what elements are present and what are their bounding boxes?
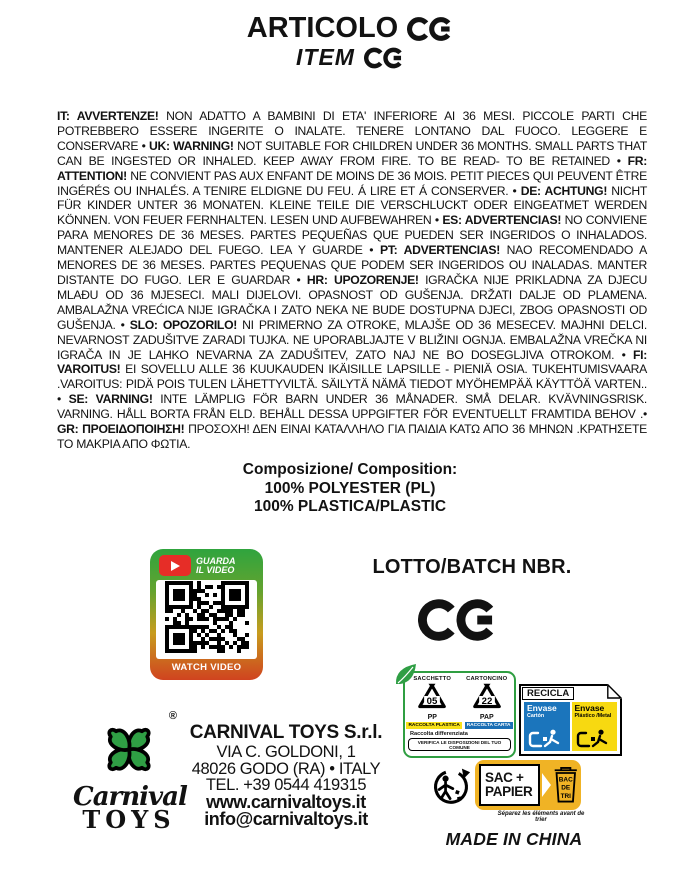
company-website: www.carnivaltoys.it <box>206 791 366 812</box>
sorting-note: Séparez les éléments avant de trier <box>497 811 585 823</box>
company-name: CARNIVAL TOYS S.r.l. <box>189 722 383 743</box>
youtube-play-icon <box>159 555 191 576</box>
watch-video-label-it: GUARDA IL VIDEO <box>196 555 236 575</box>
logo-brand-script: Carnival <box>73 782 187 812</box>
ce-mark-icon <box>407 15 453 43</box>
svg-text:22: 22 <box>481 695 493 707</box>
header-line-item <box>0 44 700 71</box>
sorting-row <box>431 760 581 810</box>
qr-code <box>156 580 257 659</box>
raccolta-differenziata-note: Raccolta differenziata <box>410 731 468 737</box>
leaf-icon <box>393 661 419 687</box>
chevron-right-icon <box>542 773 551 797</box>
ce-mark-large-icon <box>418 593 498 652</box>
company-email: info@carnivaltoys.it <box>204 809 368 829</box>
bac-de-tri-bin-icon <box>551 764 581 806</box>
composition-title: Composizione/ Composition: <box>242 461 458 478</box>
recycle-column-plastic: SACCHETTO 05 PP <box>413 676 452 721</box>
svg-text:05: 05 <box>426 695 438 707</box>
recicla-block <box>519 684 622 756</box>
company-address-line: 48026 GODO (RA) • ITALY <box>191 759 381 778</box>
composition-line: 100% POLYESTER (PL) <box>264 479 436 497</box>
envase-carton-cell: Envase Cartón <box>524 702 570 751</box>
composition-line: 100% PLASTICA/PLASTIC <box>253 498 447 515</box>
ce-mark-icon <box>364 46 404 70</box>
qr-video-header <box>150 555 263 580</box>
logo-brand-toys: TOYS <box>82 805 176 834</box>
watch-video-label-en: WATCH VIDEO <box>171 662 242 673</box>
registered-trademark: ® <box>168 710 177 722</box>
multilingual-warnings: IT: AVVERTENZE! NON ADATTO A BAMBINI DI ETA' INFERIORE AI 36 MESI. PICCOLE PARTI CHE POTREBBERO ESSERE INGERITE O INALATE. TENERE LONTANO DAL FUOCO. LEGGERE E CONSERVARE • UK: WARNING! NOT SUITABLE FOR CHILDREN UNDER 36 MONTHS. SMALL PARTS THAT CAN BE INGESTED OR INHALED. KEEP AWAY FROM FIRE. TO BE READ- TO BE RETAINED • FR: ATTENTION! NE CONVIENT PAS AUX ENFANT DE MOINS DE 36 MOIS. PETIT PIECES QUI PEUVENT ÊTRE INGÉRÉS OU INHALÉS. A TENIRE ELDIGNE DU FEU. Á LIRE ET Á CONSERVER. • DE: ACHTUNG! NICHT FÜR KINDER UNTER 36 MONATEN. KLEINE TEILE DIE VERSCHLUCKT ODER EINGEATMET WERDEN KÖNNEN. VON FEUER FERNHALTEN. LESEN UND AUFBEWAHREN • ES: ADVERTENCIAS! NO CONVIENE PARA MENORES DE 36 MESES. PARTES PEQUEÑAS QUE PUEDEN SER INGERIDOS O INHALADOS. MANTENER ALEJADO DEL FUEGO. LEA Y GUARDE • PT: ADVERTENCIAS! NAO RECOMENDADO A MENORES DE 36 MESES. PARTES PEQUENAS QUE PODEM SER INGERIDOS OU INALADAS. MANTER DISTANTE DO FUGO. LER E GUARDAR • HR: UPOZORENJE! IGRAČKA NIJE PRIKLADNA ZA DJECU MLAĐU OD 36 MJESECI. MALI DIJELOVI. OPASNOST OD GUŠENJA. DRŽATI DALJE OD PLAMENA. AMBALAŽNA VREĆICA NIJE IGRAČKA I ZATO NEKA NE BUDE DOSTUPNA DJECI, ZBOG OPASNOSTI OD GUŠENJA. • SLO: OPOZORILO! NI PRIMERNO ZA OTROKE, MLAJŠE OD 36 MESECEV. MAJHNI DELCI. NEVARNOST ZADUŠITVE ZARADI TUJKA. NE UPORABLJAJTE V BLIŽINI OGNJA. EMBALAŽNA VREČKA NI IGRAČA IN JE LAHKO NEVARNA ZA ZADUŠITEV, ZATO NAJ NE BO DOSEGLJIVA OTROKOM. • FI: VAROITUS! EI SOVELLU ALLE 36 KUUKAUDEN IKÄISILLE LAPSILLE - PIENIÄ OSIA. TUKEHTUMISVAARA .VAROITUS: PIDÄ POIS TULEN LÄHETTYVILTÄ. SÄILYTÄ NÄMÄ TIEDOT MYÖHEMPÄÄ KÄYTTÖÄ VARTEN.. • SE: VARNING! INTE LÄMPLIG FÖR BARN UNDER 36 MÅNADER. SMÅ DELAR. KVÄVNINGSRISK. VARNING. HÅLL BORTA FRÅN ELD. BEHÅLL DESSA UPPGIFTER FÖR EVENTUELLT FRAMTIDA BEHOV .• GR: ΠΡΟΕΙΔΟΠΟΙΗΣΗ! ΠΡΟΣΟΧΗ! ΔΕΝ ΕΙΝΑΙ ΚΑΤΑΛΛΗΛΟ ΓΙΑ ΠΑΙΔΙΑ ΚΑΤΩ ΑΠΟ 36 ΜΗΝΩΝ .ΚΡΑΤΗΣΕΤΕ ΤΟ ΜΑΚΡΙΑ ΑΠΟ ΦΩΤΙΑ. <box>57 109 648 451</box>
lot-batch-label: LOTTO/BATCH NBR. <box>372 556 572 578</box>
qr-code-pattern <box>165 581 249 658</box>
company-info <box>180 722 392 829</box>
folded-corner <box>607 684 622 699</box>
company-address-line: VIA C. GOLDONI, 1 <box>216 743 356 761</box>
carnival-toys-logo <box>73 710 185 833</box>
recycling-triangle-icon <box>471 682 503 710</box>
triman-icon <box>431 763 471 807</box>
sac-papier-label: SAC + PAPIER <box>479 764 540 806</box>
svg-text:BAC: BAC <box>559 776 574 784</box>
verifica-disposizioni-note: VERIFICA LE DISPOSIZIONI DEL TUO COMUNE <box>408 738 511 751</box>
made-in-label: MADE IN CHINA <box>445 829 583 849</box>
recycling-info-box <box>403 671 516 758</box>
page-subtitle: ITEM <box>296 44 355 70</box>
clover-icon <box>89 710 169 786</box>
tag-raccolta-plastica: RACCOLTA PLASTICA <box>408 723 460 728</box>
page-title: ARTICOLO <box>246 12 399 44</box>
tag-raccolta-carta: RACCOLTA CARTA <box>466 723 511 728</box>
dispose-bin-icon <box>528 729 562 749</box>
sac-papier-banner <box>475 760 581 810</box>
composition-block <box>0 461 700 517</box>
company-phone: TEL. +39 0544 419315 <box>205 776 367 794</box>
svg-text:TRI: TRI <box>561 792 572 800</box>
svg-text:DE: DE <box>561 784 571 792</box>
header-line-articolo <box>0 12 700 45</box>
recycling-triangle-icon <box>416 682 448 710</box>
recycle-column-paper: CARTONCINO 22 PAP <box>466 676 508 721</box>
envase-plastico-metal-cell: Envase Plástico /Metal <box>572 702 618 751</box>
recicla-title: RECICLA <box>522 687 574 700</box>
dispose-bin-icon <box>576 729 610 749</box>
qr-video-block <box>150 549 263 680</box>
